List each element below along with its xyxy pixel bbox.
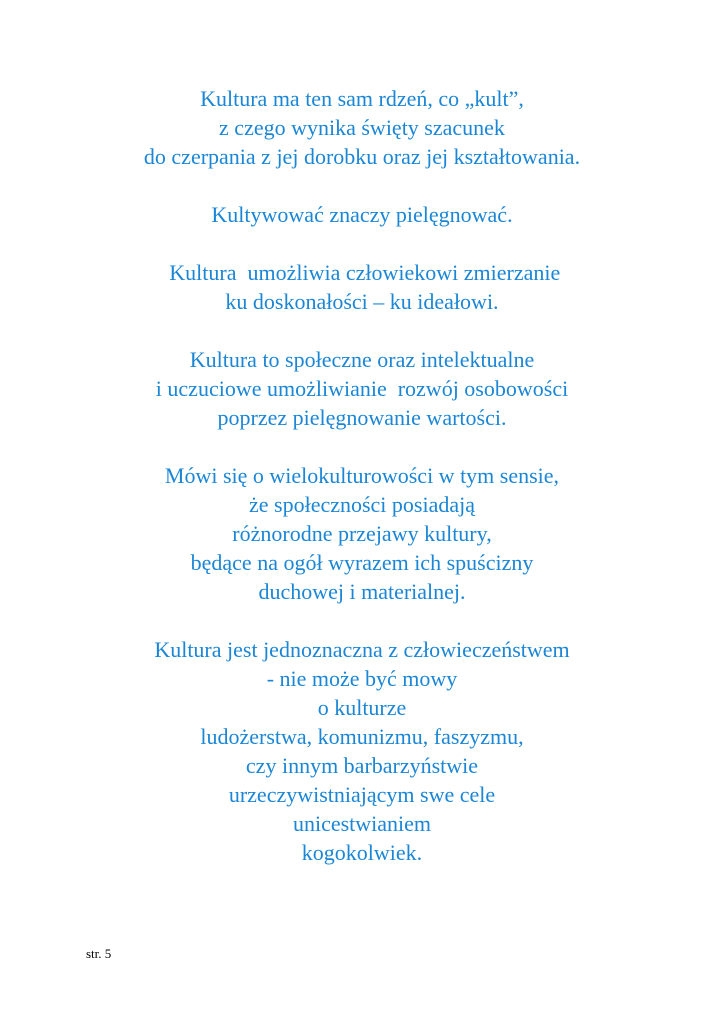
stanza-line: Mówi się o wielokulturowości w tym sensie,: [164, 463, 560, 488]
stanza-line: z czego wynika święty szacunek: [219, 115, 505, 140]
stanza-line: o kulturze: [317, 695, 407, 720]
stanza-line: Kultura ma ten sam rdzeń, co „kult”,: [200, 86, 524, 111]
stanza-line: ku doskonałości – ku ideałowi.: [225, 289, 499, 314]
stanza-line: poprzez pielęgnowanie wartości.: [217, 405, 507, 430]
stanza-line: Kultura to społeczne oraz intelektualne: [189, 347, 535, 372]
poem-text: [0, 84, 724, 867]
stanza-line: kogokolwiek.: [301, 840, 423, 865]
stanza-line: i uczuciowe umożliwianie rozwój osobowości: [155, 376, 569, 401]
stanza-line: Kultura umożliwia człowiekowi zmierzanie: [163, 260, 561, 285]
stanza-line: Kultura jest jednoznaczna z człowieczeństwem: [154, 637, 570, 662]
stanza-line: będące na ogół wyrazem ich spuścizny: [190, 550, 534, 575]
stanza-line: urzeczywistniającym swe cele: [228, 782, 496, 807]
stanza-line: Kultywować znaczy pielęgnować.: [211, 202, 513, 227]
stanza-line: - nie może być mowy: [266, 666, 458, 691]
stanza-5: [0, 461, 724, 606]
stanza-line: że społeczności posiadają: [248, 492, 475, 517]
page-number: str. 5: [86, 946, 112, 961]
stanza-1: [0, 84, 724, 171]
stanza-line: unicestwianiem: [292, 811, 432, 836]
stanza-line: czy innym barbarzyństwie: [245, 753, 479, 778]
stanza-line: do czerpania z jej dorobku oraz jej kształtowania.: [143, 144, 581, 169]
stanza-3: [0, 258, 724, 316]
stanza-6: [0, 635, 724, 867]
stanza-line: różnorodne przejawy kultury,: [232, 521, 492, 546]
stanza-line: duchowej i materialnej.: [258, 579, 466, 604]
stanza-line: ludożerstwa, komunizmu, faszyzmu,: [200, 724, 524, 749]
stanza-2: [0, 200, 724, 229]
stanza-4: [0, 345, 724, 432]
